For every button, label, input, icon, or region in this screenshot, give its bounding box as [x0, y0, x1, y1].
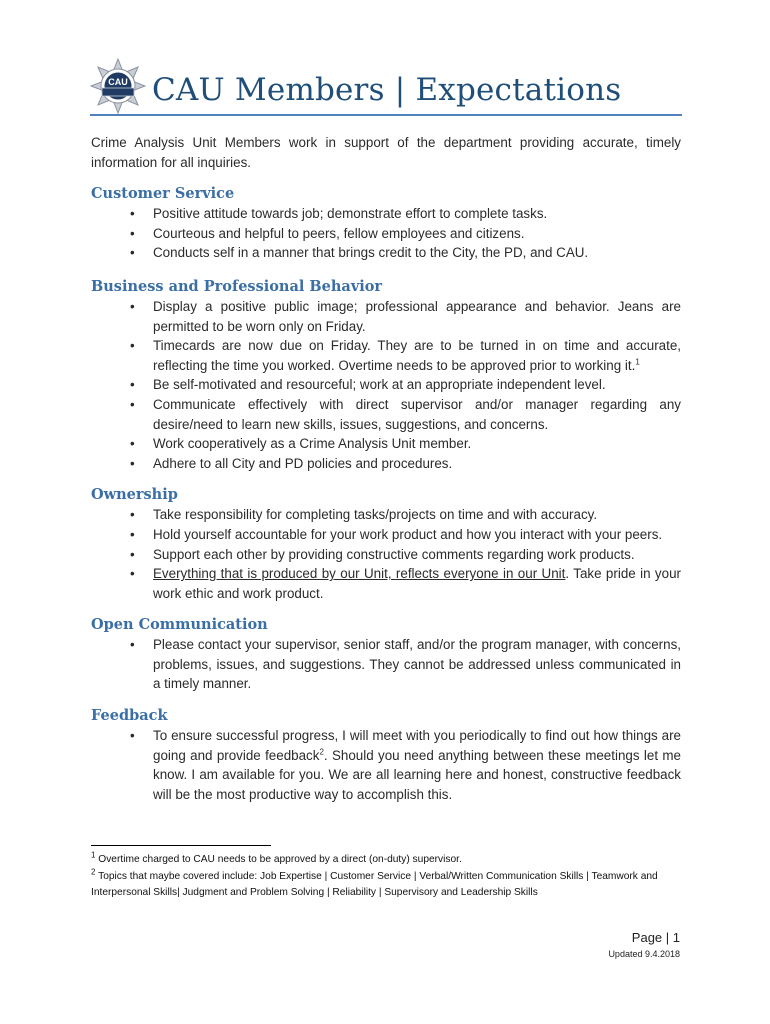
footnote — [91, 852, 691, 869]
section-heading: Open Communication — [91, 616, 268, 634]
intro-paragraph: Crime Analysis Unit Members work in support of the department providing accurate, timely information for all inquiries. — [91, 135, 681, 170]
list-item — [91, 336, 681, 375]
list-item-text: . Take pride in your work ethic and work product. — [153, 566, 681, 601]
page-number: Page | 1 — [631, 930, 680, 945]
section-business-professional — [91, 277, 681, 473]
document-header — [90, 58, 682, 114]
document-body — [91, 133, 681, 804]
list-item: • Please contact your supervisor, senior staff, and/or the program manager, with concerns, problems, issues, and suggestions. They cannot be addressed unless communicated in a timely manner. — [91, 635, 681, 694]
section-heading: Ownership — [91, 486, 178, 504]
section-heading: Business and Professional Behavior — [91, 277, 383, 295]
footnote — [91, 869, 691, 902]
list-item-text: . Should you need anything between these meetings let me know. I am available for you. We are all learning here and honest, constructive feedback will be the most productive way to accomplish this. — [153, 747, 681, 802]
list-item-text: Timecards are now due on Friday. They are to be turned in on time and accurate, reflecting the time you worked. Overtime needs to be approved prior to working it. — [153, 338, 681, 373]
list-item: • Work cooperatively as a Crime Analysis Unit member. — [91, 434, 681, 454]
footnote-mark: 2 — [91, 867, 96, 877]
title-divider — [90, 114, 682, 116]
section-heading: Customer Service — [91, 185, 235, 203]
footnote-ref: 2 — [319, 747, 324, 757]
bullet-list — [91, 505, 681, 603]
page-title: CAU Members | Expectations — [152, 72, 622, 108]
list-item — [91, 726, 681, 804]
underlined-text: Everything that is produced by our Unit, reflects everyone in our Unit — [153, 566, 566, 582]
list-item: • Support each other by providing constructive comments regarding work products. — [91, 545, 681, 565]
list-item — [91, 564, 681, 603]
list-item: • Positive attitude towards job; demonstrate effort to complete tasks. — [91, 204, 681, 224]
list-item: • Courteous and helpful to peers, fellow employees and citizens. — [91, 224, 681, 244]
bullet-list — [91, 635, 681, 694]
bullet-list — [91, 204, 681, 263]
list-item: • Conducts self in a manner that brings credit to the City, the PD, and CAU. — [91, 243, 681, 263]
footnote-text: Topics that maybe covered include: Job Expertise | Customer Service | Verbal/Written Communication Skills | Teamwork and Interpersonal Skills| Judgment and Problem Solving | Reliability | Supervisory and Leadership Skills — [91, 870, 658, 898]
list-item: • Take responsibility for completing tasks/projects on time and with accuracy. — [91, 505, 681, 525]
list-item: • Communicate effectively with direct supervisor and/or manager regarding any desire/need to learn new skills, issues, suggestions, and concerns. — [91, 395, 681, 434]
footnote-mark: 1 — [91, 850, 96, 860]
cau-star-badge-icon — [90, 58, 146, 114]
footnote-text: Overtime charged to CAU needs to be approved by a direct (on-duty) supervisor. — [95, 854, 462, 865]
footnote-divider — [91, 845, 271, 846]
bullet-list — [91, 297, 681, 473]
section-customer-service — [91, 184, 681, 263]
logo-text: CAU — [108, 77, 128, 87]
section-ownership — [91, 485, 681, 603]
list-item: • Be self-motivated and resourceful; work at an appropriate independent level. — [91, 375, 681, 395]
section-open-communication — [91, 615, 681, 694]
list-item: • Hold yourself accountable for your work product and how you interact with your peers. — [91, 525, 681, 545]
bullet-list — [91, 726, 681, 804]
list-item: • Display a positive public image; professional appearance and behavior. Jeans are permitted to be worn only on Friday. — [91, 297, 681, 336]
updated-date: Updated 9.4.2018 — [608, 949, 680, 959]
section-feedback — [91, 706, 681, 804]
list-item: • Adhere to all City and PD policies and procedures. — [91, 454, 681, 474]
section-heading: Feedback — [91, 707, 168, 725]
footnotes — [91, 852, 691, 902]
list-item-text: To ensure successful progress, I will meet with you periodically to find out how things are going and provide feedback — [153, 728, 681, 763]
footnote-ref: 1 — [635, 357, 640, 367]
